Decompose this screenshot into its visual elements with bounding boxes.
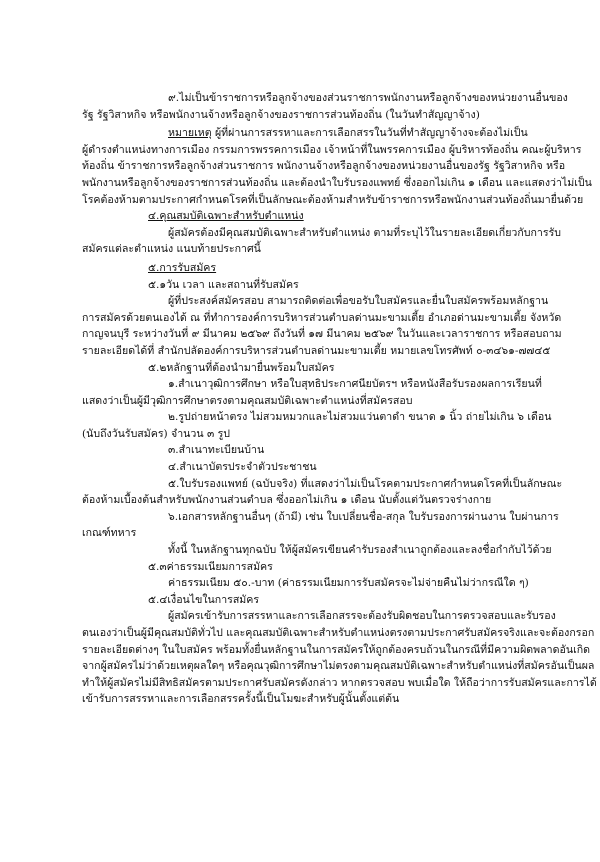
section5-2-item1-line-2: แสดงว่าเป็นผู้มีวุฒิการศึกษาตรงตามคุณสมบัติเฉพาะตำแหน่งที่สมัครสอบ [82, 394, 413, 407]
section4-line-1: ผู้สมัครต้องมีคุณสมบัติเฉพาะสำหรับตำแหน่ง ตามที่ระบุไว้ในรายละเอียดเกี่ยวกับการรับ [168, 226, 561, 239]
item9-line-1: ๙.ไม่เป็นข้าราชการหรือลูกจ้างของส่วนราชการพนักงานหรือลูกจ้างของหน่วยงานอื่นของ [168, 92, 568, 104]
section5-1-line-3: กาญจนบุรี ระหว่างวันที่ ๙ มีนาคม ๒๕๖๙ ถึงวันที่ ๑๗ มีนาคม ๒๕๖๙ ในวันและเวลาราชการ หรือสอบถาม [82, 328, 562, 341]
note-line-4: พนักงานหรือลูกจ้างของราชการส่วนท้องถิ่น และต้องนำใบรับรองแพทย์ ซึ่งออกไม่เกิน ๑ เดือน และแสดงว่าไม่เป็น [82, 176, 592, 189]
section5-2-item3: ๓.สำเนาทะเบียนบ้าน [168, 444, 265, 457]
section5-2-item1-line-1: ๑.สำเนาวุฒิการศึกษา หรือใบสุทธิประกาศนียบัตรฯ หรือหนังสือรับรองผลการเรียนที่ [168, 378, 542, 391]
item9-line-2: รัฐ รัฐวิสาหกิจ หรือพนักงานจ้างหรือลูกจ้างของราชการส่วนท้องถิ่น (ในวันทำสัญญาจ้าง) [82, 108, 480, 121]
note-label: หมายเหตุ [168, 127, 212, 140]
section5-1-heading: ๕.๑วัน เวลา และสถานที่รับสมัคร [148, 278, 299, 291]
section5-4-line-3: รายละเอียดต่างๆ ในใบสมัคร พร้อมทั้งยื่นหลักฐานในการสมัครให้ถูกต้องครบถ้วนในกรณีที่มีความผิดพลาดอันเกิด [82, 643, 590, 656]
section5-heading [82, 260, 536, 277]
section5-2-item5-line-2: ต้องห้ามเบื้องต้นสำหรับพนักงานส่วนตำบล ซึ่งออกไม่เกิน ๑ เดือน นับตั้งแต่วันตรวจร่างกาย [82, 494, 492, 507]
section5-1-line-2: การสมัครด้วยตนเองได้ ณ ที่ทำการองค์การบริหารส่วนตำบลด่านมะขามเตี้ย อำเภอด่านมะขามเตี้ย จังหวัด [82, 311, 562, 324]
section5-heading-text: ๕.การรับสมัคร [148, 261, 217, 274]
section5-2-item2-line-1: ๒.รูปถ่ายหน้าตรง ไม่สวมหมวกและไม่สวมแว่นตาดำ ขนาด ๑ นิ้ว ถ่ายไม่เกิน ๖ เดือน [168, 411, 552, 424]
section5-4-line-6: เข้ารับการสรรหาและการเลือกสรรครั้งนี้เป็นโมฆะสำหรับผู้นั้นตั้งแต่ต้น [82, 693, 400, 706]
section4-heading-text: ๔.คุณสมบัติเฉพาะสำหรับตำแหน่ง [148, 210, 304, 223]
section5-3-heading: ๕.๓ค่าธรรมเนียมการสมัคร [148, 560, 273, 573]
section5-2-note: ทั้งนี้ ในหลักฐานทุกฉบับ ให้ผู้สมัครเขียนคำรับรองสำเนาถูกต้องและลงชื่อกำกับไว้ด้วย [168, 544, 552, 557]
section5-4-line-4: จากผู้สมัครไม่ว่าด้วยเหตุผลใดๆ หรือคุณวุฒิการศึกษาไม่ตรงตามคุณสมบัติเฉพาะสำหรับตำแหน่งที่สมัครอันเป็นผล [82, 660, 595, 673]
section5-2-item6-line-1: ๖.เอกสารหลักฐานอื่นๆ (ถ้ามี) เช่น ใบเปลี่ยนชื่อ-สกุล ใบรับรองการผ่านงาน ใบผ่านการ [168, 510, 559, 523]
note-first-line [82, 125, 536, 142]
section5-4-heading: ๕.๔เงื่อนไขในการสมัคร [148, 593, 260, 606]
note-line-5: โรคต้องห้ามตามประกาศกำหนดโรคที่เป็นลักษณะต้องห้ามสำหรับข้าราชการหรือพนักงานส่วนท้องถิ่นมายื่นด้วย [82, 193, 584, 206]
section5-4-line-2: ตนเองว่าเป็นผู้มีคุณสมบัติทั่วไป และคุณสมบัติเฉพาะสำหรับตำแหน่งตรงตามประกาศรับสมัครจริงและจะต้องกรอก [82, 627, 595, 639]
section4-heading [82, 208, 536, 225]
section5-4-line-1: ผู้สมัครเข้ารับการสรรหาและการเลือกสรรจะต้องรับผิดชอบในการตรวจสอบและรับรอง [168, 610, 556, 623]
note-line-3: ท้องถิ่น ข้าราชการหรือลูกจ้างส่วนราชการ พนักงานจ้างหรือลูกจ้างของหน่วยงานอื่นของรัฐ รัฐวิสาหกิจ หรือ [82, 160, 566, 173]
section5-1-line-4: รายละเอียดได้ที่ สำนักปลัดองค์การบริหารส่วนตำบลด่านมะขามเตี้ย หมายเลขโทรศัพท์ ๐-๓๔๖๑-๗๗๔๕ [82, 344, 551, 357]
section5-2-item2-line-2: (นับถึงวันรับสมัคร) จำนวน ๓ รูป [82, 427, 230, 440]
section5-4-line-5: ทำให้ผู้สมัครไม่มีสิทธิสมัครตามประกาศรับสมัครดังกล่าว หากตรวจสอบ พบเมื่อใด ให้ถือว่าการรับสมัครและการได้ [82, 676, 597, 689]
note-line-2: ผู้ดำรงตำแหน่งทางการเมือง กรรมการพรรคการเมือง เจ้าหน้าที่ในพรรคการเมือง ผู้บริหารท้องถิ่น คณะผู้บริหาร [82, 143, 582, 156]
section5-2-item4: ๔.สำเนาบัตรประจำตัวประชาชน [168, 461, 317, 474]
note-first-line-text: ผู้ที่ผ่านการสรรหาและการเลือกสรรในวันที่ทำสัญญาจ้างจะต้องไม่เป็น [211, 127, 528, 140]
section4-line-2: สมัครแต่ละตำแหน่ง แนบท้ายประกาศนี้ [82, 243, 261, 256]
section5-2-heading: ๕.๒หลักฐานที่ต้องนำมายื่นพร้อมใบสมัคร [148, 361, 335, 374]
section5-2-item5-line-1: ๕.ใบรับรองแพทย์ (ฉบับจริง) ที่แสดงว่าไม่เป็นโรคตามประกาศกำหนดโรคที่เป็นลักษณะ [168, 477, 563, 490]
section5-3-line: ค่าธรรมเนียม ๕๐.-บาท (ค่าธรรมเนียมการรับสมัครจะไม่จ่ายคืนไม่ว่ากรณีใด ๆ) [168, 577, 529, 590]
section5-2-item6-line-2: เกณฑ์ทหาร [82, 527, 137, 540]
section5-1-line-1: ผู้ที่ประสงค์สมัครสอบ สามารถติดต่อเพื่อขอรับใบสมัครและยื่นใบสมัครพร้อมหลักฐาน [168, 295, 549, 308]
